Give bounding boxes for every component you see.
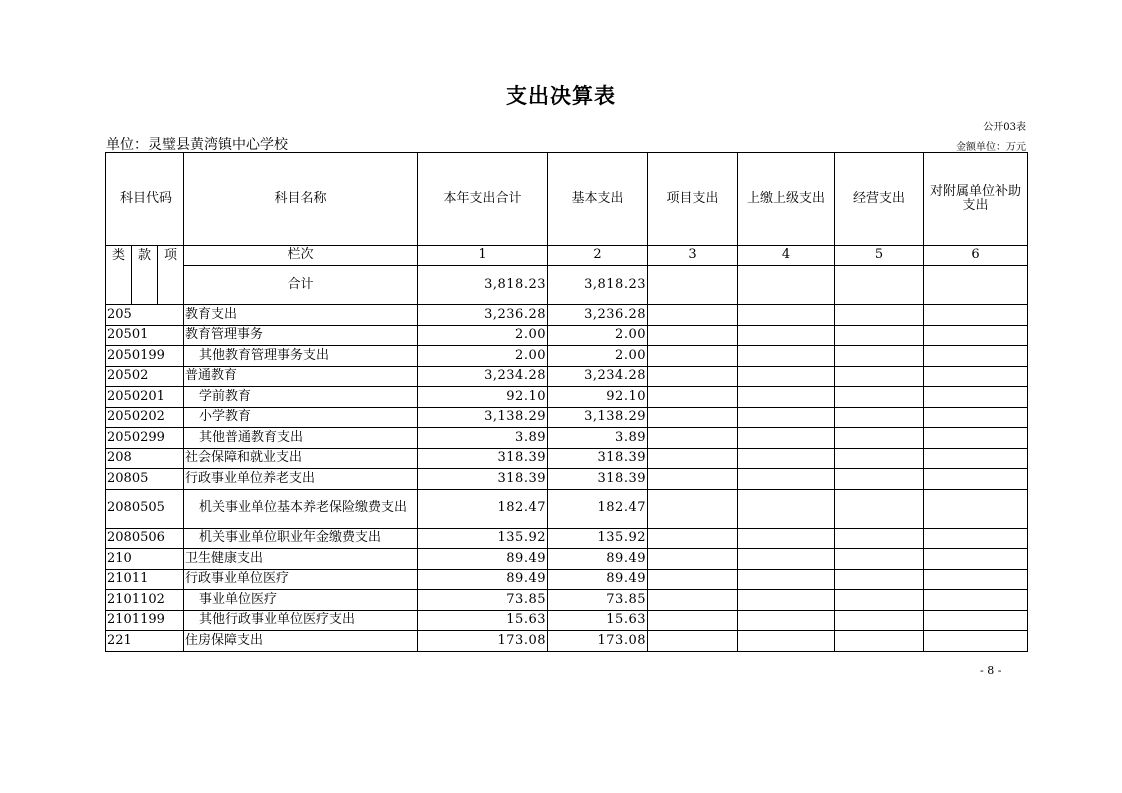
row-code: 21011 [106, 569, 184, 590]
row-name: 机关事业单位职业年金缴费支出 [184, 528, 418, 549]
row-name: 小学教育 [184, 407, 418, 428]
row-total: 318.39 [418, 448, 548, 469]
header-col-basic: 基本支出 [548, 153, 648, 246]
table-row [106, 631, 1028, 652]
row-total: 89.49 [418, 549, 548, 570]
table-row [106, 346, 1028, 367]
row-total: 15.63 [418, 610, 548, 631]
row-basic: 3,234.28 [548, 366, 648, 387]
col-number-1: 1 [418, 246, 548, 266]
header-lanci: 栏次 [184, 246, 418, 266]
row-basic: 318.39 [548, 448, 648, 469]
row-total: 92.10 [418, 387, 548, 408]
form-number: 公开03表 [983, 122, 1026, 133]
row-basic: 173.08 [548, 631, 648, 652]
row-name: 机关事业单位基本养老保险缴费支出 [184, 489, 418, 528]
row-total: 3,236.28 [418, 305, 548, 326]
expenditure-table [105, 152, 1028, 652]
total-label: 合计 [184, 266, 418, 305]
row-basic: 89.49 [548, 549, 648, 570]
row-name: 普通教育 [184, 366, 418, 387]
table-row [106, 610, 1028, 631]
row-code: 2080506 [106, 528, 184, 549]
row-total: 89.49 [418, 569, 548, 590]
col-number-5: 5 [835, 246, 924, 266]
table-row [106, 366, 1028, 387]
row-name: 行政事业单位医疗 [184, 569, 418, 590]
row-basic: 182.47 [548, 489, 648, 528]
table-row [106, 305, 1028, 326]
row-code: 208 [106, 448, 184, 469]
table-row [106, 387, 1028, 408]
header-code: 科目代码 [106, 153, 184, 246]
row-code: 210 [106, 549, 184, 570]
table-row [106, 569, 1028, 590]
row-code: 2050199 [106, 346, 184, 367]
total-value-basic: 3,818.23 [548, 266, 648, 305]
table-row [106, 407, 1028, 428]
col-number-6: 6 [924, 246, 1028, 266]
header-col-remit: 上缴上级支出 [738, 153, 835, 246]
row-basic: 3,138.29 [548, 407, 648, 428]
row-basic: 89.49 [548, 569, 648, 590]
unit-name: 单位：灵璧县黄湾镇中心学校 [106, 137, 288, 153]
col-number-2: 2 [548, 246, 648, 266]
col-number-4: 4 [738, 246, 835, 266]
row-basic: 135.92 [548, 528, 648, 549]
row-code: 2050202 [106, 407, 184, 428]
row-total: 3,138.29 [418, 407, 548, 428]
row-total: 3.89 [418, 428, 548, 449]
table-row [106, 469, 1028, 490]
row-basic: 2.00 [548, 325, 648, 346]
table-row [106, 448, 1028, 469]
row-total: 73.85 [418, 590, 548, 611]
row-basic: 3,236.28 [548, 305, 648, 326]
header-col-total: 本年支出合计 [418, 153, 548, 246]
table-row [106, 489, 1028, 528]
row-name: 行政事业单位养老支出 [184, 469, 418, 490]
row-code: 2050201 [106, 387, 184, 408]
row-code: 2050299 [106, 428, 184, 449]
table-row [106, 325, 1028, 346]
header-col-project: 项目支出 [648, 153, 738, 246]
row-total: 2.00 [418, 346, 548, 367]
row-code: 2101102 [106, 590, 184, 611]
amount-unit: 金额单位：万元 [956, 142, 1026, 153]
header-lei: 类 [106, 246, 132, 305]
row-total: 2.00 [418, 325, 548, 346]
row-name: 其他教育管理事务支出 [184, 346, 418, 367]
header-col-business: 经营支出 [835, 153, 924, 246]
row-name: 其他普通教育支出 [184, 428, 418, 449]
table-row [106, 549, 1028, 570]
page-title: 支出决算表 [506, 83, 616, 108]
row-code: 20805 [106, 469, 184, 490]
row-total: 135.92 [418, 528, 548, 549]
row-total: 173.08 [418, 631, 548, 652]
row-name: 卫生健康支出 [184, 549, 418, 570]
row-basic: 15.63 [548, 610, 648, 631]
row-total: 182.47 [418, 489, 548, 528]
row-name: 学前教育 [184, 387, 418, 408]
row-basic: 92.10 [548, 387, 648, 408]
row-code: 2101199 [106, 610, 184, 631]
table-row [106, 528, 1028, 549]
table-row [106, 590, 1028, 611]
row-basic: 3.89 [548, 428, 648, 449]
total-value-total: 3,818.23 [418, 266, 548, 305]
row-code: 221 [106, 631, 184, 652]
row-name: 住房保障支出 [184, 631, 418, 652]
row-name: 事业单位医疗 [184, 590, 418, 611]
row-name: 教育管理事务 [184, 325, 418, 346]
header-name: 科目名称 [184, 153, 418, 246]
row-name: 教育支出 [184, 305, 418, 326]
row-name: 其他行政事业单位医疗支出 [184, 610, 418, 631]
table-row [106, 428, 1028, 449]
header-xiang: 项 [158, 246, 184, 305]
header-kuan: 款 [132, 246, 158, 305]
col-number-3: 3 [648, 246, 738, 266]
row-code: 205 [106, 305, 184, 326]
row-total: 318.39 [418, 469, 548, 490]
row-basic: 318.39 [548, 469, 648, 490]
header-col-subsidy: 对附属单位补助支出 [924, 153, 1028, 246]
row-name: 社会保障和就业支出 [184, 448, 418, 469]
row-basic: 73.85 [548, 590, 648, 611]
row-code: 2080505 [106, 489, 184, 528]
row-total: 3,234.28 [418, 366, 548, 387]
row-code: 20502 [106, 366, 184, 387]
page-number: - 8 - [980, 664, 1002, 677]
row-code: 20501 [106, 325, 184, 346]
row-basic: 2.00 [548, 346, 648, 367]
